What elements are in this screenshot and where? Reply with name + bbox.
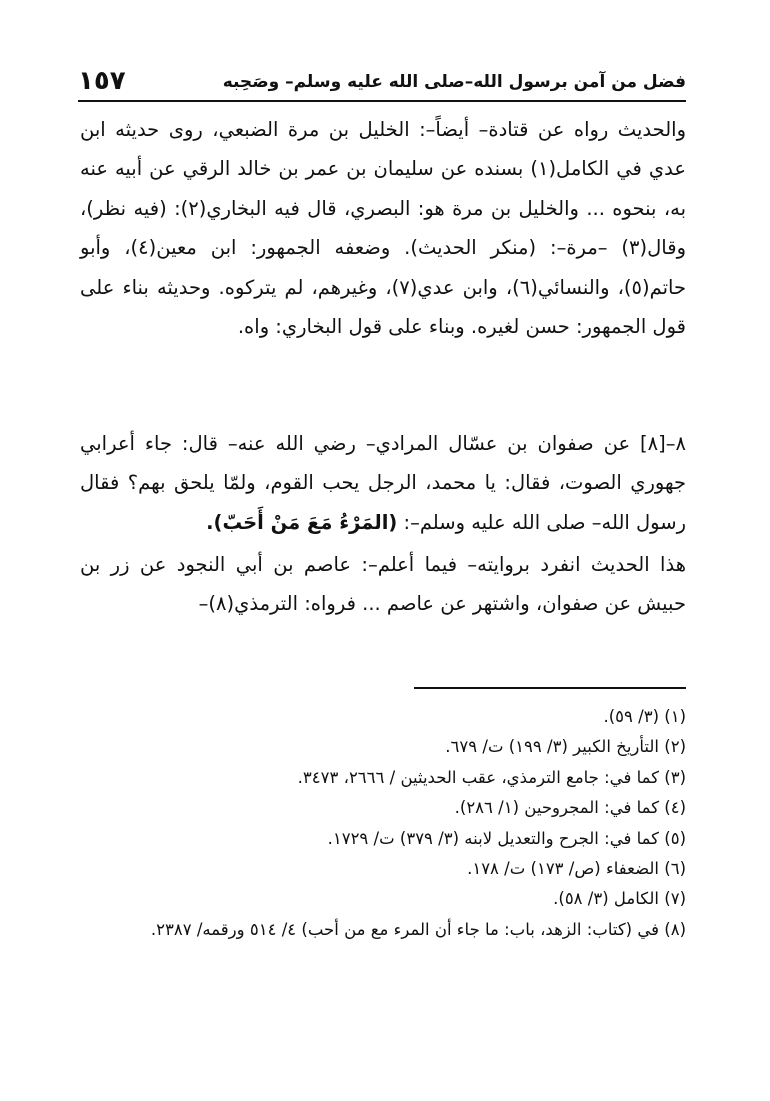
paragraph-text: والحديث رواه عن قتادة– أيضاً–: الخليل بن مرة الضبعي، روى حديثه ابن عدي في الكامل(١) بسنده عن سليمان بن عمر بن خالد الرقي عن أبيه عنه به، بنحوه ... والخليل بن مرة هو: البصري، قال فيه البخاري(٢): (فيه نظر)، وقال(٣) –مرة–: (منكر الحديث). وضعفه الجمهور: ابن معين(٤)، وأبو حاتم(٥)، والنسائي(٦)، وابن عدي(٧)، وغيرهم، لم يتركوه. وحديثه بناء على قول الجمهور: حسن لغيره. وبناء على قول البخاري: واه. [80,118,687,339]
footnote-1: (١) (٣/ ٥٩). [603,707,686,726]
header-rule [78,100,686,102]
footnote-6: (٦) الضعفاء (ص/ ١٧٣) ت/ ١٧٨. [467,859,686,879]
paragraph-hadith-commentary [80,545,686,624]
footnotes [80,702,686,945]
hadith-quote: (المَرْءُ مَعَ مَنْ أَحَبّ). [206,510,398,534]
footnote-4: (٤) كما في: المجروحين (١/ ٢٨٦). [454,798,686,818]
footnote-3: (٣) كما في: جامع الترمذي، عقب الحديثين / ٢٦٦٦، ٣٤٧٣. [297,767,686,787]
paragraph-hadith-8 [80,424,686,542]
page-number: ١٥٧ [78,66,126,96]
paragraph-narration-note [80,110,686,346]
paragraph-text: هذا الحديث انفرد بروايته– فيما أعلم–: عاصم بن أبي النجود عن زر بن حبيش عن صفوان، واشتهر عن عاصم ... فرواه: الترمذي(٨)– [80,553,686,616]
page-header [78,64,686,98]
hadith-text: ٨–[٨] عن صفوان بن عسّال المرادي– رضي الله عنه– قال: جاء أعرابي جهوري الصوت، فقال: يا محمد، الرجل يحب القوم، ولمّا يلحق بهم؟ فقال رسول الله– صلى الله عليه وسلم–: [80,432,686,534]
footnote-separator [414,687,686,689]
running-title: فضل من آمن برسول الله–صلى الله عليه وسلم– وصَحِبه [222,72,686,92]
footnote-7: (٧) الكامل (٣/ ٥٨). [553,889,686,909]
footnote-5: (٥) كما في: الجرح والتعديل لابنه (٣/ ٣٧٩) ت/ ١٧٢٩. [327,828,686,848]
footnote-2: (٢) التأريخ الكبير (٣/ ١٩٩) ت/ ٦٧٩. [445,737,686,757]
paragraph-text [80,424,686,542]
footnote-8: (٨) في (كتاب: الزهد، باب: ما جاء أن المرء مع من أحب) ٤/ ٥١٤ ورقمه/ ٢٣٨٧. [150,919,686,939]
